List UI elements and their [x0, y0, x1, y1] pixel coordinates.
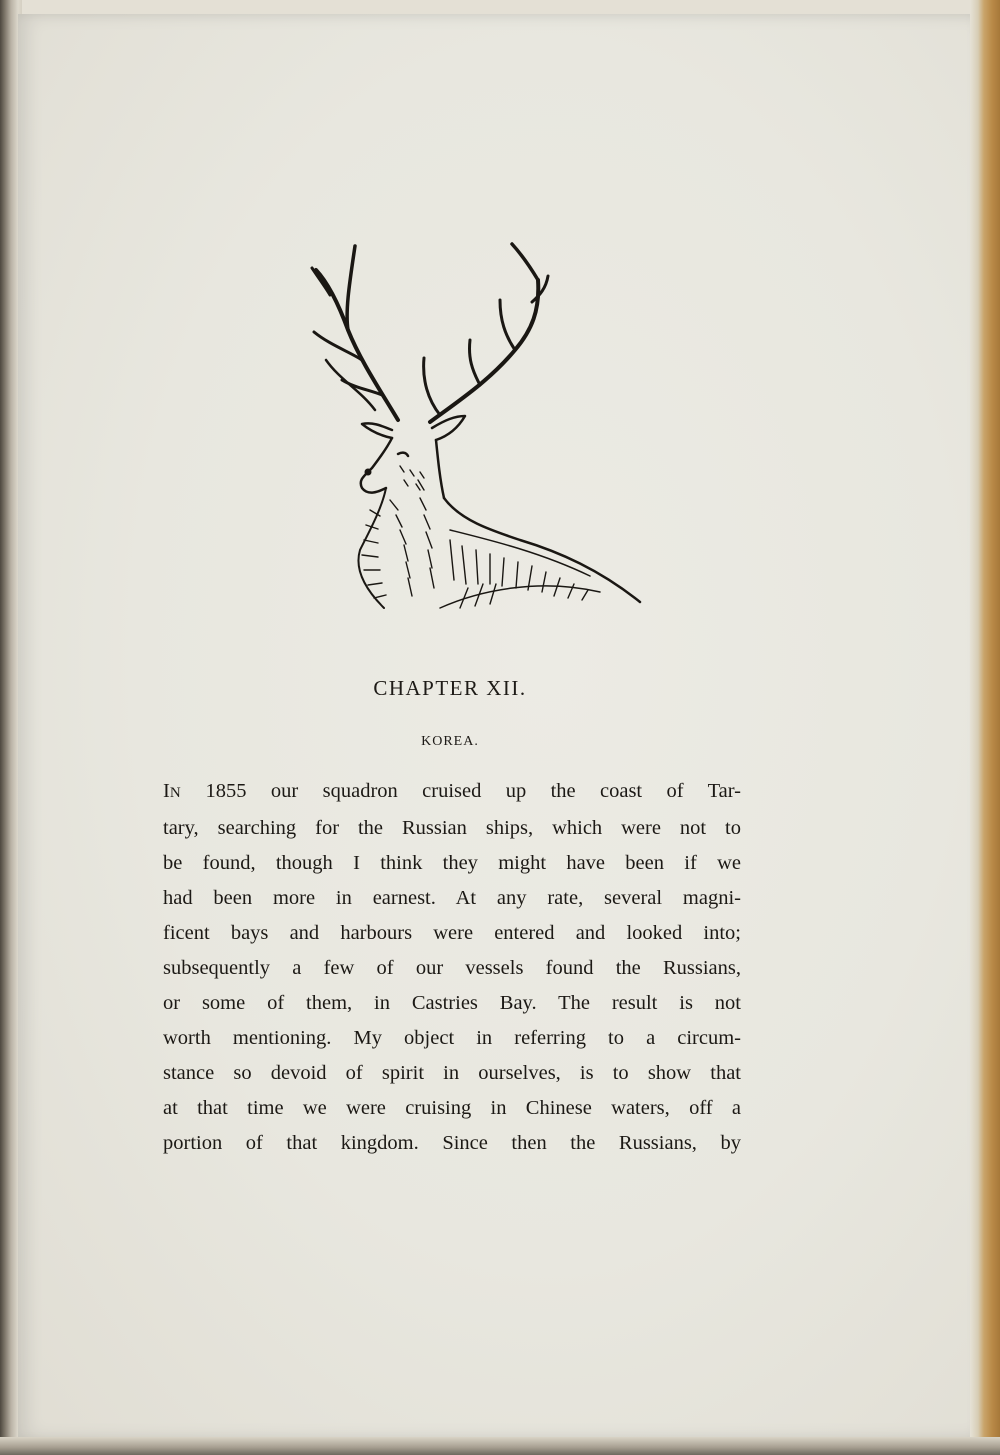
body-paragraph [163, 774, 741, 1161]
chapter-title: CHAPTER XII. [373, 676, 527, 700]
text-line: be found, though I think they might have been if we [163, 852, 741, 874]
text-line: IN 1855 our squadron cruised up the coast of Tar- [163, 780, 741, 802]
drop-initial-smallcap: N [169, 785, 182, 801]
bottom-page-edge [0, 1437, 1000, 1455]
text-line: worth mentioning. My object in referring to a circum- [163, 1027, 741, 1049]
text-line: at that time we were cruising in Chinese waters, off a [163, 1097, 741, 1119]
text-line: tary, searching for the Russian ships, which were not to [163, 817, 741, 839]
text-line: subsequently a few of our vessels found the Russians, [163, 957, 741, 979]
stag-head-icon [300, 240, 650, 620]
text-line: stance so devoid of spirit in ourselves, is to show that [163, 1062, 741, 1084]
text-line: or some of them, in Castries Bay. The result is not [163, 992, 741, 1014]
drop-initial: I [163, 780, 170, 802]
text-line: portion of that kingdom. Since then the Russians, by [163, 1132, 741, 1154]
text-line: ficent bays and harbours were entered and looked into; [163, 922, 741, 944]
text-line: had been more in earnest. At any rate, several magni- [163, 887, 741, 909]
right-page-edge [970, 0, 1000, 1455]
chapter-subtitle: KOREA. [421, 734, 479, 749]
page-sheet [18, 14, 978, 1439]
